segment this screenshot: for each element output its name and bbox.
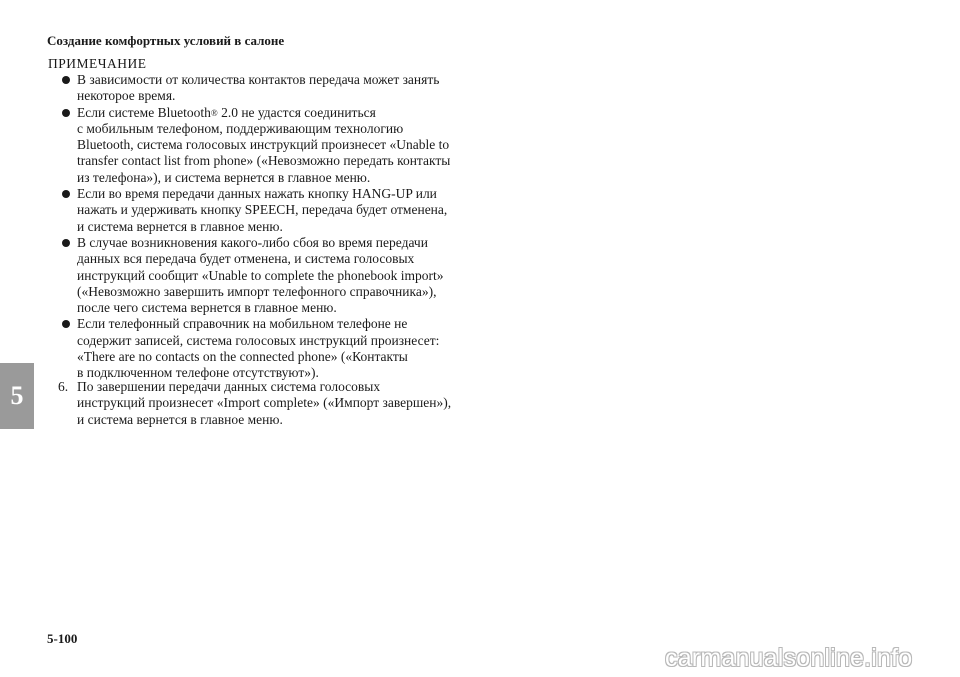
note-text-line: данных вся передача будет отменена, и система голосовых	[77, 251, 415, 267]
note-text-line: содержит записей, система голосовых инструкций произнесет:	[77, 332, 440, 348]
note-text-line: с мобильным телефоном, поддерживающим технологию	[77, 120, 404, 136]
note-text-line: Если во время передачи данных нажать кнопку HANG-UP или	[77, 186, 437, 202]
note-text-fragment: 2.0 не удастся соединиться	[217, 104, 376, 120]
step-text	[77, 379, 451, 428]
bullet-icon	[62, 109, 70, 117]
note-text-line: В случае возникновения какого-либо сбоя во время передачи	[77, 234, 428, 250]
note-bullet	[60, 72, 470, 105]
step-text-line: инструкций произнесет «Import complete» («Импорт завершен»),	[77, 395, 452, 411]
note-bullet-list	[60, 72, 470, 382]
note-text-line: нажать и удерживать кнопку SPEECH, передача будет отменена,	[77, 202, 448, 218]
note-text-line: из телефона»), и система вернется в главное меню.	[77, 169, 371, 185]
note-text-line: «There are no contacts on the connected phone» («Контакты	[77, 349, 408, 365]
bullet-icon	[62, 76, 70, 84]
note-bullet	[60, 235, 470, 316]
note-text-line: инструкций сообщит «Unable to complete the phonebook import»	[77, 267, 444, 283]
note-heading: ПРИМЕЧАНИЕ	[48, 56, 147, 71]
step-text-line: и система вернется в главное меню.	[77, 411, 283, 427]
chapter-number: 5	[10, 381, 24, 410]
note-text-line: transfer contact list from phone» («Невозможно передать контакты	[77, 153, 451, 169]
bullet-icon	[62, 190, 70, 198]
note-bullet	[60, 316, 470, 381]
watermark: carmanualsonline.info	[665, 644, 913, 672]
chapter-tab	[0, 363, 34, 429]
step-text-line: По завершении передачи данных система голосовых	[77, 379, 381, 394]
note-text-line: после чего система вернется в главное меню.	[77, 300, 337, 316]
note-text-line: в подключенном телефоне отсутствуют»).	[77, 365, 319, 381]
page-number: 5-100	[47, 631, 78, 646]
registered-mark: ®	[210, 107, 218, 118]
step-number: 6.	[58, 379, 69, 394]
note-text-line: В зависимости от количества контактов передача может занять	[77, 72, 440, 87]
note-text-fragment: Если системе Bluetooth	[77, 104, 211, 120]
note-text-line: Bluetooth, система голосовых инструкций произнесет «Unable to	[77, 137, 450, 153]
note-text-line	[77, 105, 470, 121]
note-text-line: Если телефонный справочник на мобильном телефоне не	[77, 316, 408, 332]
note-bullet	[60, 186, 470, 235]
note-text-line: и система вернется в главное меню.	[77, 218, 283, 234]
bullet-icon	[62, 320, 70, 328]
section-header: Создание комфортных условий в салоне	[47, 33, 285, 48]
note-bullet	[60, 105, 470, 186]
note-text-line: некоторое время.	[77, 88, 176, 104]
bullet-icon	[62, 239, 70, 247]
note-text-line: («Невозможно завершить импорт телефонного справочника»),	[77, 283, 437, 299]
